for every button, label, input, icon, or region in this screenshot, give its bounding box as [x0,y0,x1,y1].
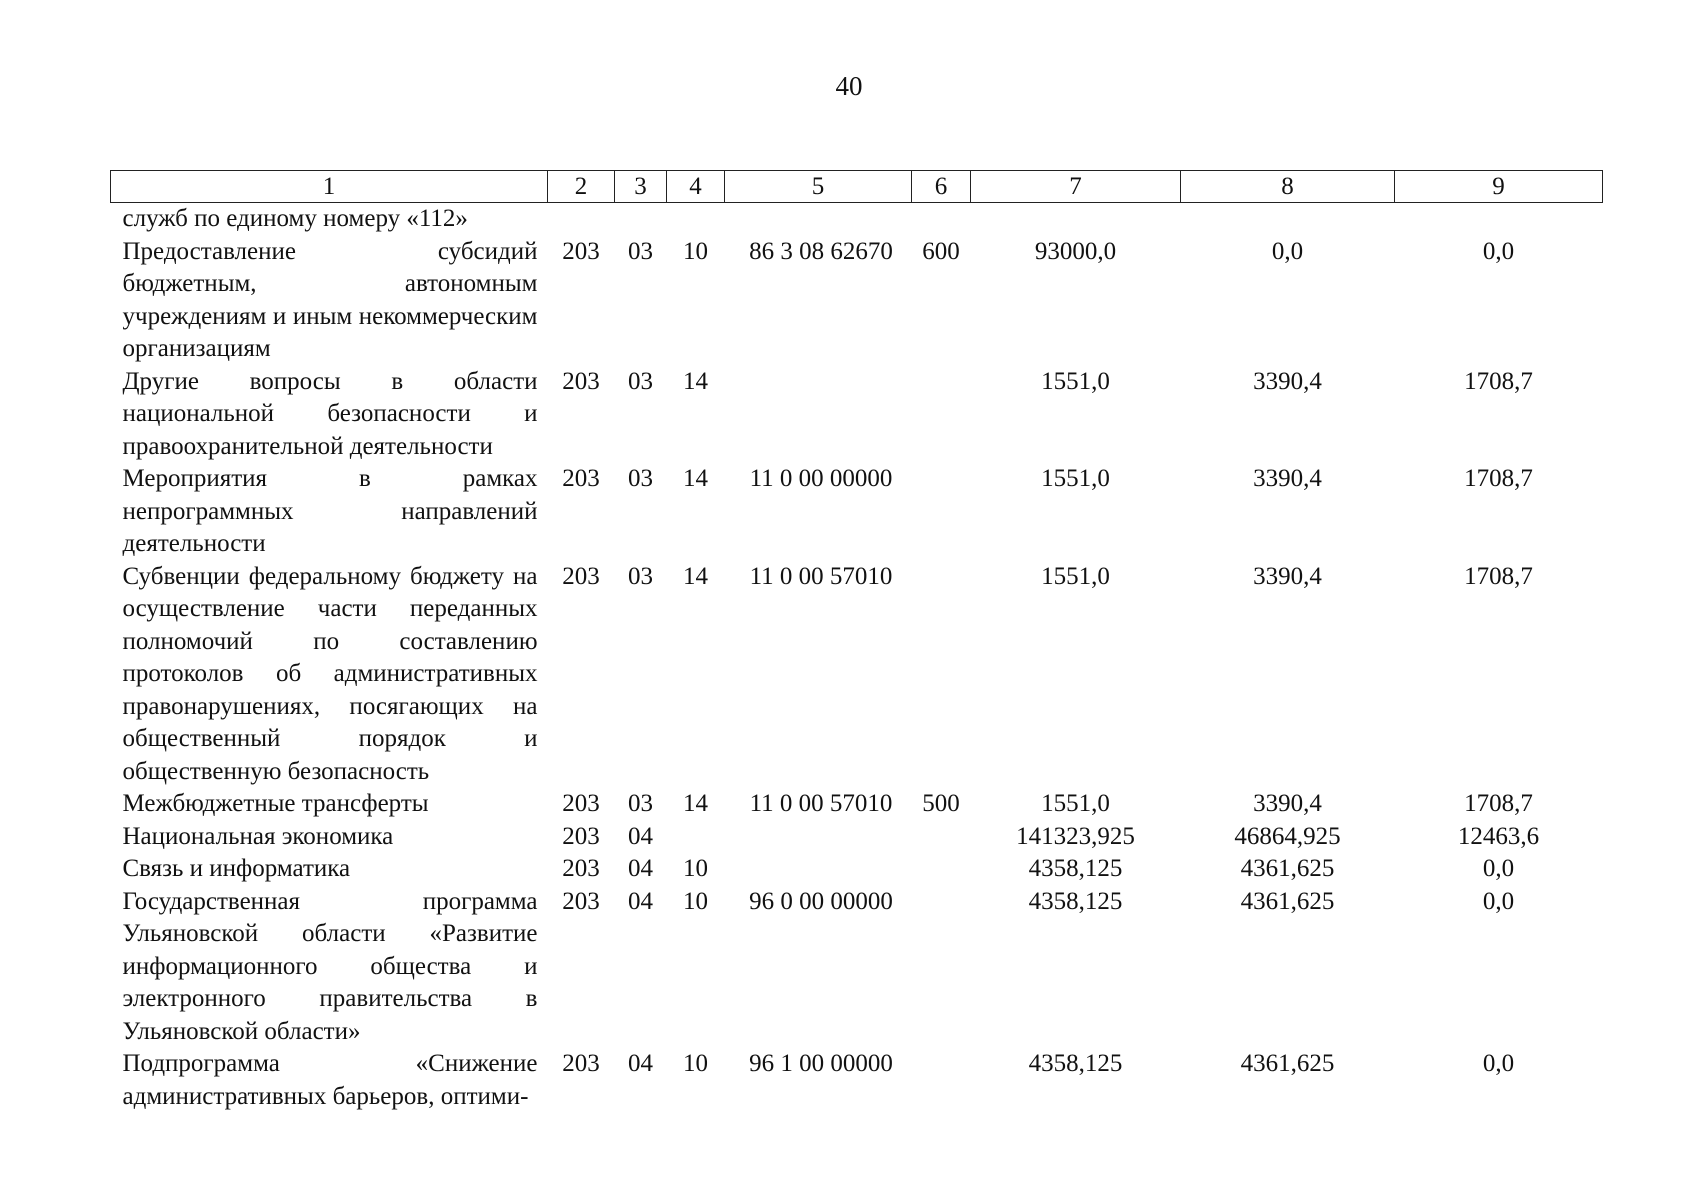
row-amount-col9: 0,0 [1482,887,1515,915]
row-ministry-code: 203 [562,367,600,395]
row-amount-col7: 4358,125 [1028,887,1123,915]
column-header-5: 5 [725,171,912,203]
row-subsection-code: 10 [683,1050,708,1077]
budget-table [110,170,1603,1113]
row-amount-col8: 3390,4 [1253,367,1322,395]
row-amount-col8: 46864,925 [1234,822,1341,850]
row-ministry-code: 203 [562,790,600,817]
row-subsection-code [667,821,725,854]
row-ministry-code: 203 [562,562,600,590]
row-amount-col9: 1708,7 [1464,790,1533,817]
row-ministry-code: 203 [562,1050,600,1077]
row-amount-col8: 4361,625 [1240,855,1335,882]
column-header-1: 1 [111,171,548,203]
row-amount-col7: 1551,0 [1041,367,1110,395]
row-name: Предоставление субсидий бюджетным, автономным учреждениям и иным некоммерческим организациям [122,237,538,362]
table-header [111,171,1603,203]
row-amount-col8: 4361,625 [1240,1050,1335,1077]
row-expense-type [912,886,971,1049]
row-target-article: 11 0 00 00000 [749,465,893,492]
row-amount-col9: 1708,7 [1464,465,1533,492]
row-name: Связь и информатика [122,855,351,882]
table-row [111,853,1603,886]
column-header-9: 9 [1395,171,1603,203]
row-amount-col9: 0,0 [1482,1050,1515,1077]
row-expense-type [912,853,971,886]
row-amount-col7: 1551,0 [1041,465,1110,492]
row-ministry-code: 203 [562,465,600,492]
row-ministry-code [548,203,615,236]
row-amount-col9: 0,0 [1482,237,1515,265]
row-amount-col9: 1708,7 [1464,562,1533,590]
row-ministry-code: 203 [562,237,600,265]
row-amount-col7: 141323,925 [1016,822,1135,850]
row-subsection-code: 14 [683,367,708,395]
row-section-code: 03 [628,562,653,590]
table-row [111,236,1603,366]
column-header-3: 3 [615,171,667,203]
row-ministry-code: 203 [562,887,600,915]
table-row [111,788,1603,821]
row-expense-type [912,561,971,789]
row-amount-col7: 4358,125 [1028,855,1123,882]
row-expense-type [912,366,971,464]
row-subsection-code: 14 [683,465,708,492]
row-target-article [725,366,912,464]
page-number: 40 [835,71,863,101]
row-subsection-code: 14 [683,790,708,817]
row-section-code: 03 [628,465,653,492]
row-subsection-code: 14 [683,562,708,590]
row-amount-col7: 93000,0 [1034,237,1117,265]
row-amount-col9: 0,0 [1482,855,1515,882]
column-header-7: 7 [971,171,1181,203]
column-header-4: 4 [667,171,725,203]
header-row [111,171,1603,203]
row-target-article: 96 0 00 00000 [749,887,893,915]
table-row [111,821,1603,854]
row-amount-col7 [971,203,1181,236]
row-expense-type [912,821,971,854]
table-row [111,1048,1603,1113]
column-header-6: 6 [912,171,971,203]
row-amount-col8: 4361,625 [1240,887,1335,915]
row-subsection-code: 10 [683,237,708,265]
row-expense-type: 600 [922,237,960,265]
row-amount-col7: 4358,125 [1028,1050,1123,1077]
row-section-code: 03 [628,367,653,395]
row-name: Национальная экономика [122,822,394,850]
row-ministry-code: 203 [562,822,600,850]
row-amount-col9 [1395,203,1603,236]
table-row [111,203,1603,236]
row-section-code: 03 [628,790,653,817]
row-target-article: 96 1 00 00000 [749,1050,893,1077]
row-amount-col8 [1181,203,1395,236]
row-section-code [615,203,667,236]
table-row [111,463,1603,561]
row-subsection-code [667,203,725,236]
row-target-article [725,821,912,854]
row-amount-col9: 1708,7 [1464,367,1533,395]
row-section-code: 04 [628,887,653,915]
table-row [111,886,1603,1049]
table-row [111,561,1603,789]
row-section-code: 03 [628,237,653,265]
row-amount-col7: 1551,0 [1041,790,1110,817]
row-amount-col8: 3390,4 [1253,562,1322,590]
row-name: Субвенции федеральному бюджету на осуществление части переданных полномочий по составлению протоколов об административных правонарушениях, посягающих на общественный порядок и общественную безопасность [122,562,538,785]
row-name: служб по единому номеру «112» [122,205,468,232]
row-name: Мероприятия в рамках непрограммных направлений деятельности [122,465,538,557]
column-header-2: 2 [548,171,615,203]
row-amount-col8: 3390,4 [1253,790,1322,817]
row-section-code: 04 [628,855,653,882]
row-section-code: 04 [628,1050,653,1077]
row-name: Межбюджетные трансферты [122,790,429,817]
table-row [111,366,1603,464]
table-body [111,203,1603,1114]
row-amount-col8: 0,0 [1271,237,1304,265]
row-amount-col8: 3390,4 [1253,465,1322,492]
row-target-article: 11 0 00 57010 [749,790,893,817]
row-name: Подпрограмма «Снижение административных барьеров, оптими- [122,1050,538,1110]
row-amount-col7: 1551,0 [1041,562,1110,590]
row-name: Государственная программа Ульяновской области «Развитие информационного общества и электронного правительства в Ульяновской области» [122,887,538,1045]
row-target-article [725,203,912,236]
row-target-article [725,853,912,886]
column-header-8: 8 [1181,171,1395,203]
row-ministry-code: 203 [562,855,600,882]
row-expense-type [912,463,971,561]
row-section-code: 04 [628,822,653,850]
row-target-article: 86 3 08 62670 [749,237,893,265]
row-subsection-code: 10 [683,855,708,882]
row-target-article: 11 0 00 57010 [749,562,893,590]
row-expense-type [912,1048,971,1113]
row-name: Другие вопросы в области национальной безопасности и правоохранительной деятельности [122,367,538,460]
row-subsection-code: 10 [683,887,708,915]
row-amount-col9: 12463,6 [1457,822,1540,850]
row-expense-type: 500 [922,790,960,817]
row-expense-type [912,203,971,236]
